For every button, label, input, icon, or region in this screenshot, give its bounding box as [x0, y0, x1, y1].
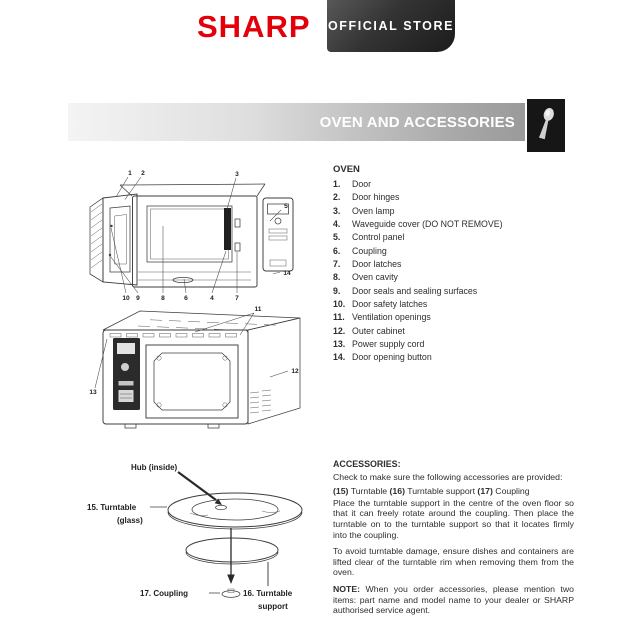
official-store-label: OFFICIAL STORE	[327, 19, 455, 33]
accessories-parts-line: (15) Turntable (16) Turntable support (17) Coupling	[333, 486, 530, 497]
turntable-label-sub: (glass)	[117, 516, 143, 525]
oven-parts-list	[333, 164, 577, 365]
part-number-label: 1	[128, 170, 132, 177]
part-number-label: 9	[136, 295, 140, 302]
waveguide-cover	[224, 208, 231, 250]
part-number-label: 12	[291, 368, 299, 375]
official-store-badge	[327, 0, 455, 52]
list-item: 1. Door	[333, 179, 372, 189]
list-item: 11. Ventilation openings	[333, 312, 431, 323]
part-number-label: 4	[210, 295, 214, 302]
part-number-label: 7	[235, 295, 239, 302]
oven-list-heading: OVEN	[333, 164, 360, 175]
accessories-heading: ACCESSORIES:	[333, 459, 401, 469]
accessories-section	[333, 459, 574, 616]
list-item: 13. Power supply cord	[333, 339, 425, 350]
front-vent-slots	[110, 334, 237, 338]
diagram-open-oven	[90, 170, 293, 302]
list-item: 7. Door latches	[333, 259, 402, 270]
list-item: 4. Waveguide cover (DO NOT REMOVE)	[333, 219, 503, 230]
hub-label: Hub (inside)	[131, 463, 178, 472]
utensil-icon-box	[527, 99, 565, 152]
part-number-label: 8	[161, 295, 165, 302]
turntable-label: 15. Turntable	[87, 503, 137, 512]
section-title: OVEN AND ACCESSORIES	[319, 113, 515, 131]
diagram-closed-oven	[89, 306, 300, 428]
control-panel-front	[113, 338, 140, 410]
part-number-label: 10	[122, 295, 130, 302]
part-number-label: 3	[235, 171, 239, 178]
sharp-logo: SHARP	[197, 9, 311, 44]
list-item: 9. Door seals and sealing surfaces	[333, 285, 478, 296]
section-title-bar	[68, 103, 525, 141]
accessories-intro: Check to make sure the following accessories are provided:	[333, 471, 563, 482]
list-item: 2. Door hinges	[333, 192, 400, 203]
support-label-2: support	[258, 602, 288, 611]
support-label: 16. Turntable	[243, 589, 293, 598]
accessories-note: NOTE: When you order accessories, please mention two items: part name and model name to your dealer or SHARP authorised service agent.	[333, 583, 574, 616]
turntable-support-ring	[186, 538, 278, 564]
part-number-label: 2	[141, 170, 145, 177]
part-number-label: 11	[254, 306, 262, 313]
accessories-paragraph-avoid: To avoid turntable damage, ensure dishes and containers are lifted clear of the turntable rim when removing them from the oven.	[333, 546, 574, 578]
part-number-label: 13	[89, 389, 97, 396]
list-item: 3. Oven lamp	[333, 205, 395, 216]
list-item: 10. Door safety latches	[333, 299, 428, 310]
list-item: 12. Outer cabinet	[333, 325, 405, 336]
down-arrow	[227, 575, 235, 585]
diagram-turntable	[87, 463, 302, 611]
part-number-label: 6	[184, 295, 188, 302]
list-item: 6. Coupling	[333, 245, 387, 256]
coupling-glyph	[222, 589, 240, 597]
part-number-label: 14	[283, 270, 291, 277]
coupling-label: 17. Coupling	[140, 589, 188, 598]
part-number-label: 5	[284, 203, 288, 210]
accessories-paragraph-place: Place the turntable support in the centre of the oven floor so that it can freely rotate around the coupling. Then place the turntable on to the turntable support so that it locates firmly into the coupling.	[333, 497, 574, 540]
list-item: 8. Oven cavity	[333, 272, 398, 283]
list-item: 5. Control panel	[333, 232, 405, 243]
oven-diagrams	[80, 160, 315, 640]
control-panel-open-view	[263, 198, 293, 271]
door-window	[146, 345, 238, 418]
turntable-glass	[168, 493, 302, 529]
list-item: 14. Door opening button	[333, 352, 432, 363]
spoon-icon	[527, 99, 565, 152]
